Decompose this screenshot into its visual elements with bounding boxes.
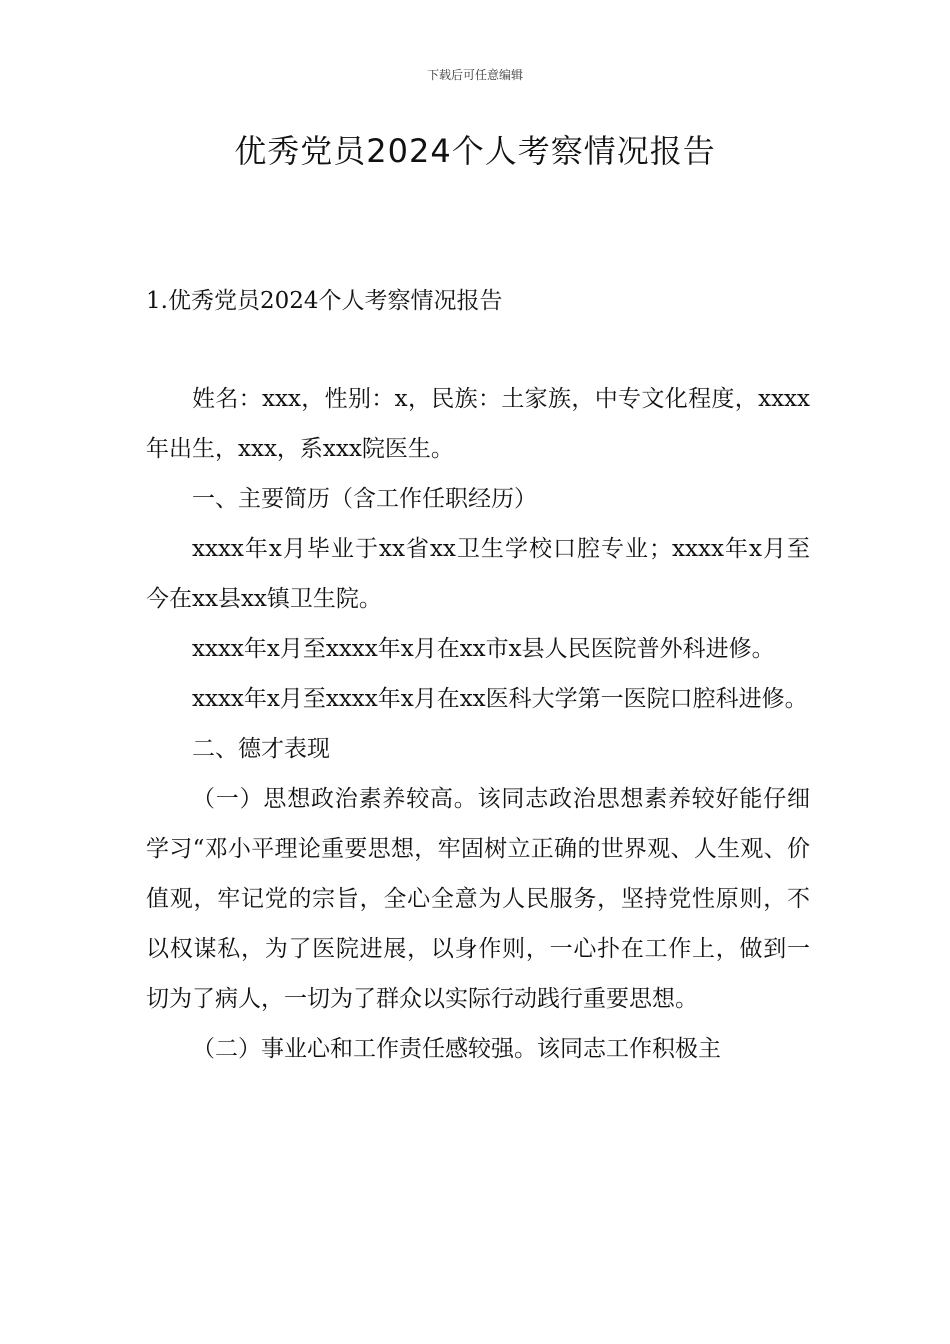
- paragraph-personal-info: 姓名：xxx，性别：x，民族：土家族，中专文化程度，xxxx年出生，xxx，系xxx院医生。: [146, 386, 810, 462]
- paragraph-education: xxxx年x月毕业于xx省xx卫生学校口腔专业；xxxx年x月至今在xx县xx镇卫生院。: [146, 536, 810, 612]
- paragraph-performance-heading: 二、德才表现: [192, 736, 330, 762]
- paragraph-resume-heading: 一、主要简历（含工作任职经历）: [192, 486, 537, 512]
- document-title: 优秀党员2024个人考察情况报告: [234, 132, 716, 170]
- document-body: [146, 374, 810, 1074]
- paragraph-training-surgery: xxxx年x月至xxxx年x月在xx市x县人民医院普外科进修。: [192, 636, 775, 662]
- header-note: 下载后可任意编辑: [426, 68, 523, 82]
- paragraph-work-responsibility: （二）事业心和工作责任感较强。该同志工作积极主: [192, 1036, 721, 1062]
- paragraph-training-dental: xxxx年x月至xxxx年x月在xx医科大学第一医院口腔科进修。: [192, 686, 808, 712]
- section-heading: 1.优秀党员2024个人考察情况报告: [146, 288, 503, 314]
- paragraph-political-quality: （一）思想政治素养较高。该同志政治思想素养较好能仔细学习“邓小平理论重要思想，牢固树立正确的世界观、人生观、价值观，牢记党的宗旨，全心全意为人民服务，坚持党性原则，不以权谋私，为了医院进展，以身作则，一心扑在工作上，做到一切为了病人，一切为了群众以实际行动践行重要思想。: [146, 786, 810, 1012]
